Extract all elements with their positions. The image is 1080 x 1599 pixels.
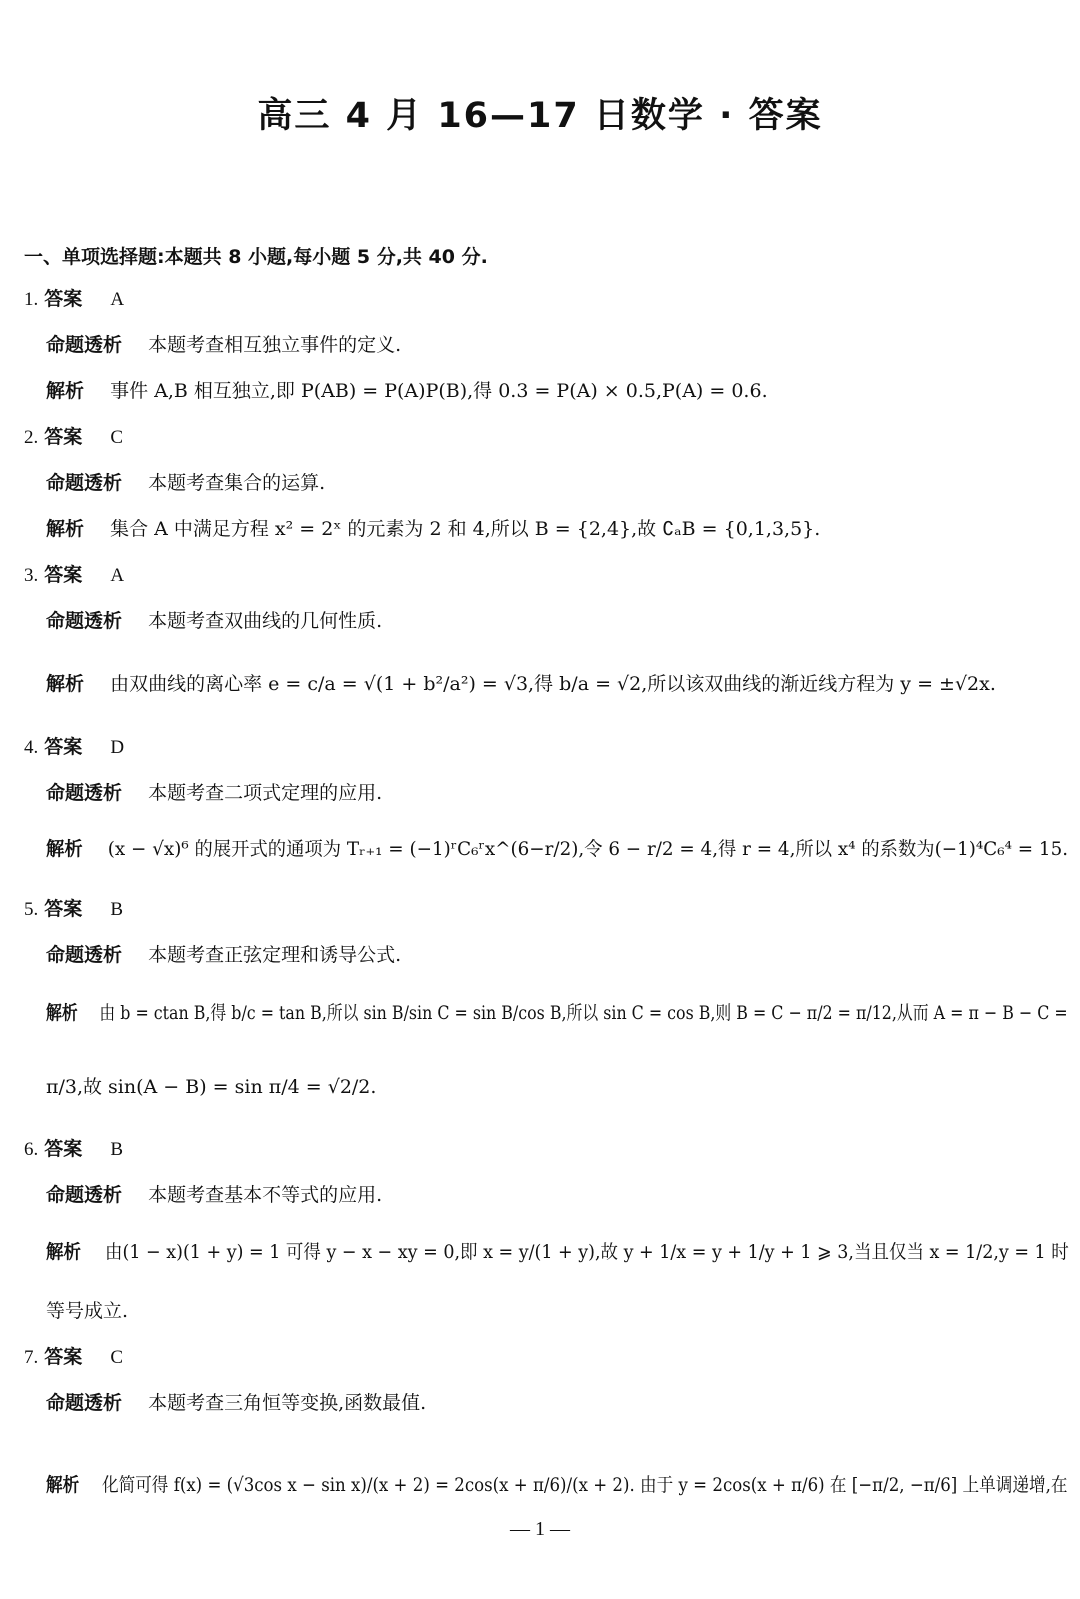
answer-line-1	[24, 286, 124, 313]
intent-label: 命题透析	[46, 334, 123, 356]
solution-label: 解析	[46, 1241, 82, 1263]
intent-label: 命题透析	[46, 1392, 123, 1414]
answer-line-3	[24, 562, 124, 589]
solution-label: 解析	[46, 1002, 78, 1024]
solution-line-4	[46, 836, 1068, 862]
answer-value: B	[110, 1139, 124, 1160]
solution-text: 化简可得 f(x) = (√3cos x − sin x)/(x + 2) = 2cos(x + π/6)/(x + 2). 由于 y = 2cos(x + π/6) 在 [−π/2, −π/6] 上单调递增,在	[101, 1474, 1068, 1496]
solution-text: 由双曲线的离心率 e = c/a = √(1 + b²/a²) = √3,得 b/a = √2,所以该双曲线的渐近线方程为 y = ±√2x.	[110, 673, 996, 695]
answer-value: B	[110, 899, 124, 920]
intent-label: 命题透析	[46, 944, 123, 966]
section-heading: 一、单项选择题:本题共 8 小题,每小题 5 分,共 40 分.	[24, 246, 488, 268]
intent-line-2	[46, 470, 325, 496]
answer-line-2	[24, 424, 123, 451]
intent-label: 命题透析	[46, 782, 123, 804]
intent-text: 本题考查二项式定理的应用.	[148, 782, 383, 804]
solution-continuation-5: π/3,故 sin(A − B) = sin π/4 = √2/2.	[46, 1076, 377, 1098]
solution-label: 解析	[46, 380, 85, 402]
intent-label: 命题透析	[46, 472, 123, 494]
answer-label: 答案	[44, 426, 83, 448]
solution-text: (x − √x)⁶ 的展开式的通项为 Tᵣ₊₁ = (−1)ʳC₆ʳx^(6−r/2),令 6 − r/2 = 4,得 r = 4,所以 x⁴ 的系数为(−1)⁴C₆⁴ = 15.	[107, 838, 1069, 860]
solution-label: 解析	[46, 1474, 80, 1496]
solution-line-2	[46, 516, 820, 542]
answer-value: C	[110, 1347, 124, 1368]
intent-label: 命题透析	[46, 1184, 123, 1206]
solution-label: 解析	[46, 518, 85, 540]
question-number: 5.	[24, 899, 39, 920]
intent-line-1	[46, 332, 401, 358]
question-number: 2.	[24, 427, 39, 448]
question-number: 4.	[24, 737, 39, 758]
answer-line-7	[24, 1344, 123, 1371]
intent-line-4	[46, 780, 382, 806]
answer-label: 答案	[44, 1138, 83, 1160]
answer-value: D	[110, 737, 125, 758]
solution-text: 由(1 − x)(1 + y) = 1 可得 y − x − xy = 0,即 x = y/(1 + y),故 y + 1/x = y + 1/y + 1 ⩾ 3,当且仅当 x = 1/2,y = 1 时	[105, 1241, 1069, 1263]
intent-text: 本题考查双曲线的几何性质.	[148, 610, 383, 632]
answer-label: 答案	[44, 736, 83, 758]
question-number: 7.	[24, 1347, 39, 1368]
intent-text: 本题考查集合的运算.	[148, 472, 326, 494]
page-number: — 1 —	[510, 1518, 570, 1540]
solution-label: 解析	[46, 673, 85, 695]
answer-line-5	[24, 896, 123, 923]
answer-label: 答案	[44, 288, 83, 310]
answer-label: 答案	[44, 898, 83, 920]
intent-label: 命题透析	[46, 610, 123, 632]
intent-line-7	[46, 1390, 426, 1416]
solution-label: 解析	[46, 838, 83, 860]
solution-line-7	[46, 1472, 1067, 1498]
question-number: 3.	[24, 565, 39, 586]
answer-label: 答案	[44, 1346, 83, 1368]
intent-text: 本题考查三角恒等变换,函数最值.	[148, 1392, 427, 1414]
solution-line-6	[46, 1239, 1069, 1265]
intent-text: 本题考查基本不等式的应用.	[148, 1184, 383, 1206]
answer-line-4	[24, 734, 124, 761]
intent-line-3	[46, 608, 382, 634]
page-title: 高三 4 月 16—17 日数学 · 答案	[257, 96, 823, 136]
intent-line-5	[46, 942, 401, 968]
solution-line-3	[46, 671, 996, 697]
question-number: 1.	[24, 289, 39, 310]
intent-text: 本题考查正弦定理和诱导公式.	[148, 944, 402, 966]
answer-line-6	[24, 1136, 123, 1163]
answer-value: C	[110, 427, 124, 448]
answer-value: A	[110, 565, 125, 586]
intent-text: 本题考查相互独立事件的定义.	[148, 334, 402, 356]
solution-text: 由 b = ctan B,得 b/c = tan B,所以 sin B/sin C = sin B/cos B,所以 sin C = cos B,则 B = C − π/2 = π/12,从而 A = π − B − C =	[99, 1002, 1068, 1024]
answer-value: A	[110, 289, 125, 310]
question-number: 6.	[24, 1139, 39, 1160]
intent-line-6	[46, 1182, 382, 1208]
solution-text: 集合 A 中满足方程 x² = 2ˣ 的元素为 2 和 4,所以 B = {2,4},故 ∁ₐB = {0,1,3,5}.	[110, 518, 821, 540]
solution-text: 事件 A,B 相互独立,即 P(AB) = P(A)P(B),得 0.3 = P(A) × 0.5,P(A) = 0.6.	[110, 380, 768, 402]
solution-continuation-6: 等号成立.	[46, 1300, 129, 1322]
answer-label: 答案	[44, 564, 83, 586]
solution-line-5	[46, 1000, 1068, 1026]
solution-line-1	[46, 378, 768, 404]
